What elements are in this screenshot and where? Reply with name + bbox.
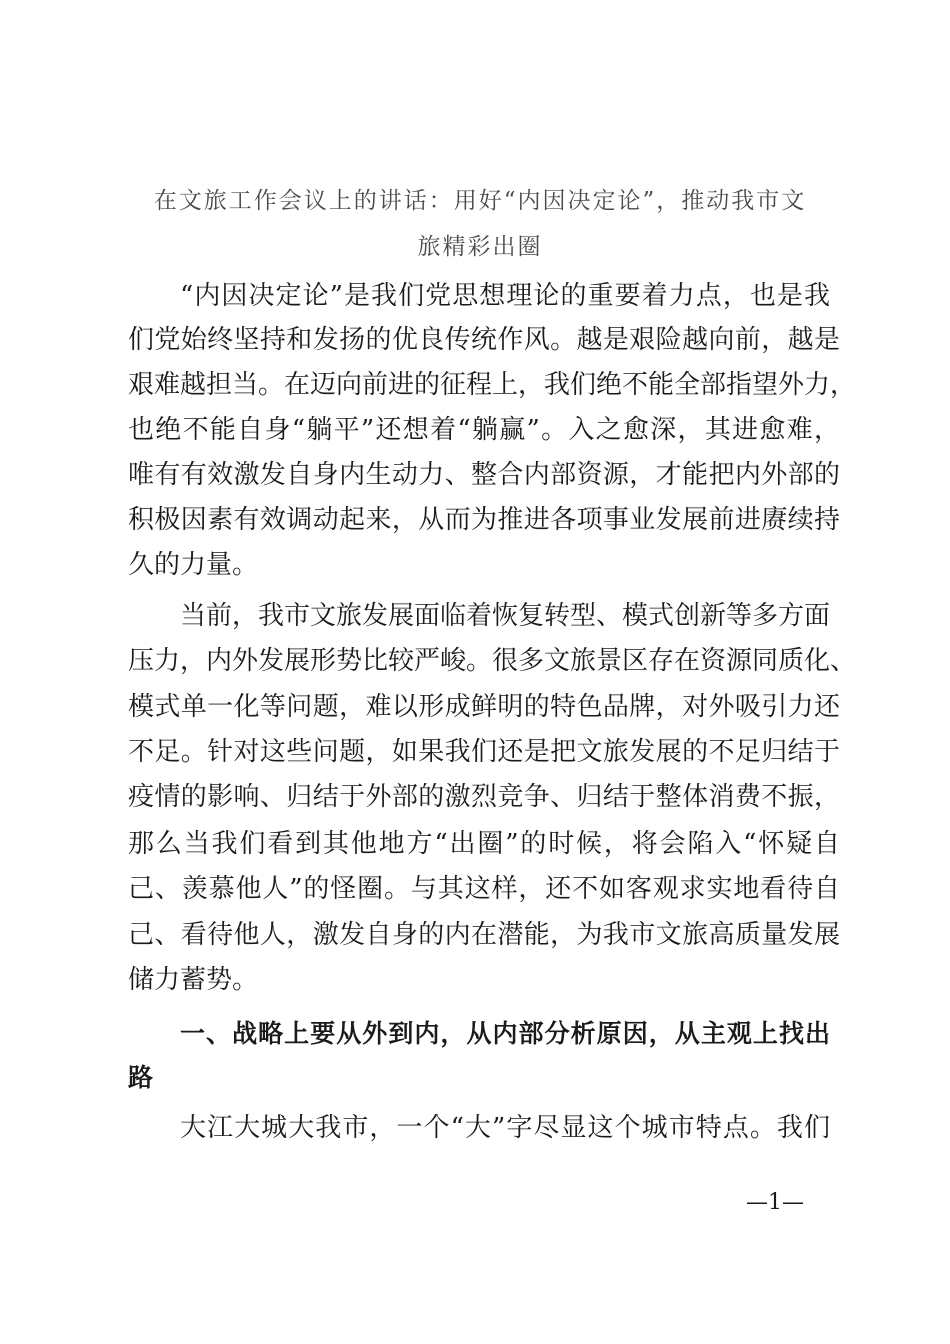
paragraph-2-line-4: 不足。针对这些问题，如果我们还是把文旅发展的不足归结于	[128, 737, 840, 767]
document-title-line-1: 在文旅工作会议上的讲话：用好“内因决定论”，推动我市文	[153, 188, 807, 214]
section-heading-line-1: 一、战略上要从外到内，从内部分析原因，从主观上找出	[180, 1019, 830, 1048]
paragraph-1-line-1: “内因决定论”是我们党思想理论的重要着力点，也是我	[180, 281, 830, 311]
page-number: —1—	[746, 1190, 804, 1215]
paragraph-1-line-4: 也绝不能自身“躺平”还想着“躺赢”。入之愈深，其进愈难，	[128, 415, 840, 445]
paragraph-1-line-3: 艰难越担当。在迈向前进的征程上，我们绝不能全部指望外力，	[128, 370, 857, 400]
paragraph-3-line-1: 大江大城大我市，一个“大”字尽显这个城市特点。我们	[180, 1113, 830, 1143]
paragraph-2-line-6: 那么当我们看到其他地方“出圈”的时候，将会陷入“怀疑自	[128, 829, 840, 859]
paragraph-2-line-1: 当前，我市文旅发展面临着恢复转型、模式创新等多方面	[180, 601, 831, 631]
paragraph-2-line-3: 模式单一化等问题，难以形成鲜明的特色品牌，对外吸引力还	[128, 692, 840, 722]
paragraph-1-line-7: 久的力量。	[128, 550, 259, 580]
paragraph-1-line-5: 唯有有效激发自身内生动力、整合内部资源，才能把内外部的	[128, 460, 840, 490]
document-title-line-2: 旅精彩出圈	[417, 234, 543, 260]
paragraph-2-line-2: 压力，内外发展形势比较严峻。很多文旅景区存在资源同质化、	[128, 646, 857, 676]
paragraph-2-line-5: 疫情的影响、归结于外部的激烈竞争、归结于整体消费不振，	[128, 782, 840, 812]
paragraph-1-line-6: 积极因素有效调动起来，从而为推进各项事业发展前进赓续持	[128, 505, 840, 535]
paragraph-2-line-7: 己、羡慕他人”的怪圈。与其这样，还不如客观求实地看待自	[128, 874, 840, 904]
paragraph-2-line-9: 储力蓄势。	[128, 965, 259, 995]
paragraph-2-line-8: 己、看待他人，激发自身的内在潜能，为我市文旅高质量发展	[128, 920, 840, 950]
paragraph-1-line-2: 们党始终坚持和发扬的优良传统作风。越是艰险越向前，越是	[128, 325, 840, 355]
section-heading-line-2: 路	[128, 1063, 154, 1092]
